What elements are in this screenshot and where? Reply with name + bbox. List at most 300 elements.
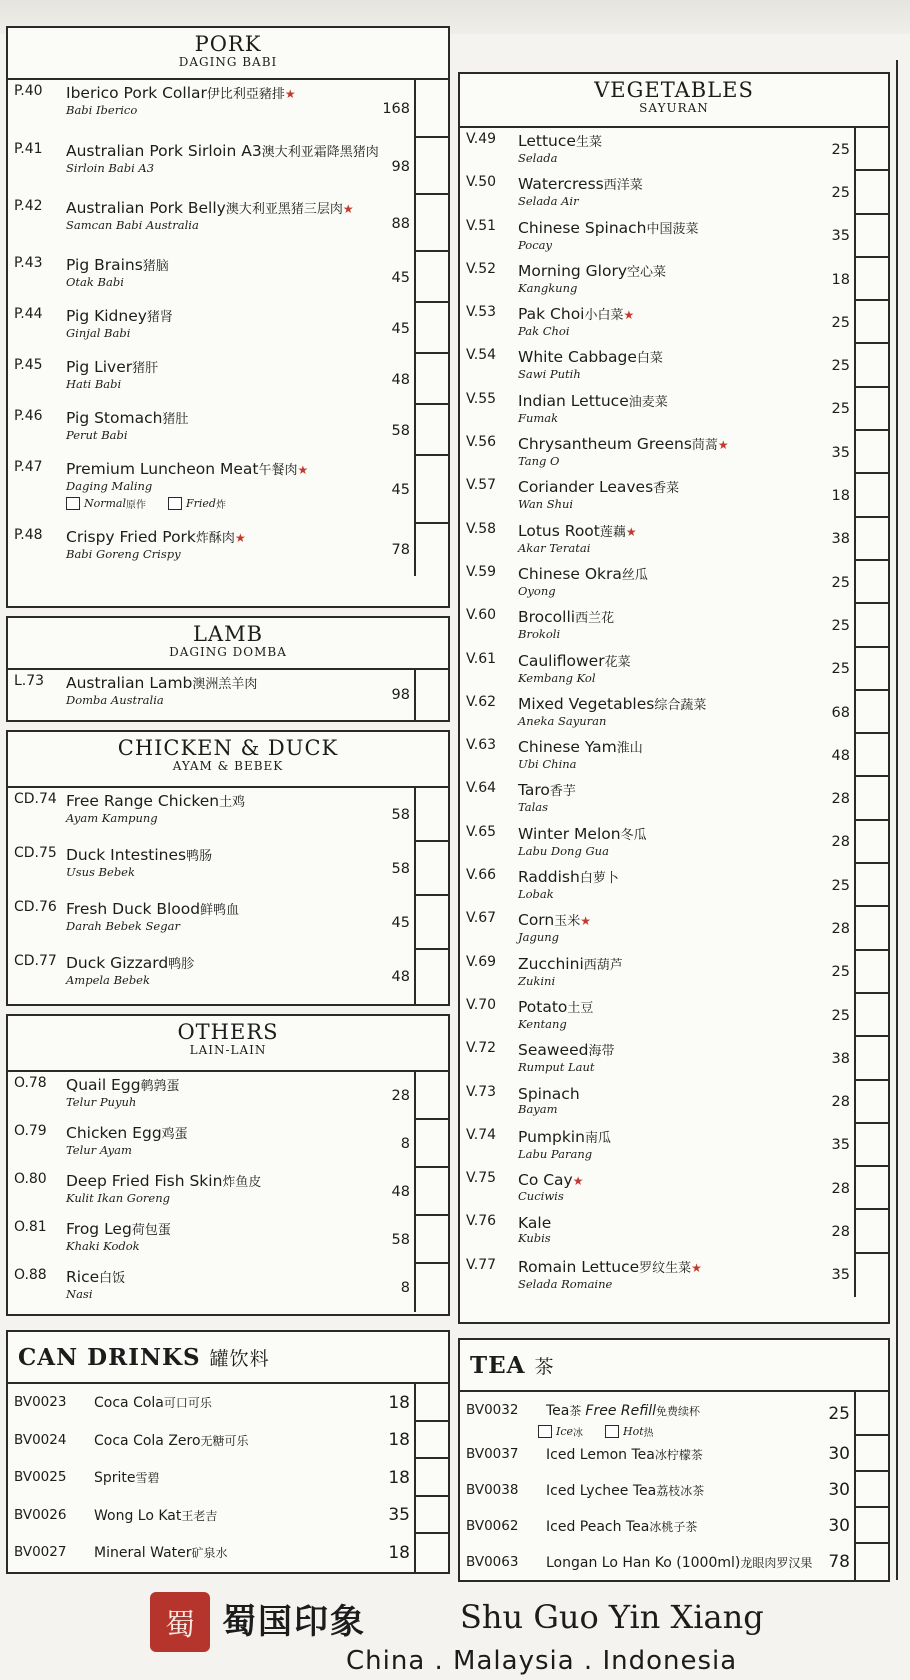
checkbox-normal[interactable]: [66, 497, 80, 510]
menu-row: [460, 215, 888, 258]
item-name-id: Darah Bebek Segar: [66, 919, 180, 933]
item-name: [518, 348, 820, 368]
order-quantity-box[interactable]: [414, 842, 448, 896]
item-name-zh: 香菜: [653, 481, 680, 497]
order-quantity-box[interactable]: [414, 303, 448, 354]
order-quantity-box[interactable]: [854, 1436, 888, 1472]
item-name-id: Perut Babi: [66, 428, 128, 442]
order-quantity-box[interactable]: [854, 431, 888, 474]
item-price: 18: [388, 1467, 410, 1488]
order-quantity-box[interactable]: [414, 138, 448, 195]
item-code: V.57: [466, 477, 497, 494]
section-subtitle: LAIN-LAIN: [189, 1043, 267, 1057]
item-code: V.73: [466, 1083, 497, 1100]
item-name-en: Rice: [66, 1268, 100, 1286]
item-name-zh: 鸡蛋: [161, 1127, 188, 1142]
item-name-zh: 荔枝冰茶: [656, 1484, 705, 1498]
item-name-en: Pak Choi: [518, 305, 585, 324]
section-header: [460, 1340, 888, 1392]
order-quantity-box[interactable]: [414, 670, 448, 720]
item-name-zh: 淮山: [616, 741, 643, 757]
menu-item: [8, 138, 380, 195]
item-name-en: Brocolli: [518, 608, 576, 627]
item-name: [518, 998, 820, 1018]
menu-row: [460, 258, 888, 301]
menu-item: [460, 691, 820, 734]
menu-row: [460, 604, 888, 647]
order-quantity-box[interactable]: [414, 950, 448, 1004]
item-name-zh: 中国菠菜: [646, 221, 699, 237]
menu-row: [8, 80, 448, 138]
order-quantity-box[interactable]: [414, 1497, 448, 1535]
item-price: 30: [828, 1516, 850, 1536]
item-price: 25: [831, 358, 850, 375]
item-name: [66, 1124, 380, 1144]
item-name-id: Usus Bebek: [66, 865, 135, 879]
item-name: [66, 256, 380, 276]
item-code: P.41: [14, 141, 43, 157]
menu-item: [460, 1081, 820, 1124]
menu-row: [460, 864, 888, 907]
footer-banner: [0, 1582, 910, 1680]
item-name-zh: 土鸡: [219, 795, 246, 810]
menu-row: [8, 524, 448, 576]
menu-row: [460, 907, 888, 950]
item-name-zh: 澳洲羔羊肉: [192, 677, 258, 692]
item-name-id: Pak Choi: [518, 324, 570, 339]
item-name: [518, 219, 820, 239]
order-quantity-box[interactable]: [414, 1120, 448, 1168]
menu-item: [460, 388, 820, 431]
section-header: [460, 74, 888, 128]
item-code: V.64: [466, 780, 497, 797]
order-quantity-box[interactable]: [854, 518, 888, 561]
menu-row: [8, 354, 448, 405]
order-quantity-box[interactable]: [414, 252, 448, 303]
item-name: [66, 84, 380, 104]
item-name-id: Kulit Ikan Goreng: [66, 1191, 170, 1205]
item-code: V.50: [466, 174, 497, 191]
item-name-en: Iced Lychee Tea: [546, 1483, 657, 1499]
item-name-id: Oyong: [518, 583, 556, 598]
item-name: [66, 1220, 380, 1240]
order-quantity-box[interactable]: [414, 896, 448, 950]
order-quantity-box[interactable]: [854, 691, 888, 734]
item-name-id: Kangkung: [518, 280, 578, 295]
item-name: [94, 1501, 374, 1525]
menu-row: [8, 1422, 448, 1460]
section-others: [6, 1014, 450, 1316]
menu-row: [460, 301, 888, 344]
section-subtitle: DAGING DOMBA: [169, 645, 287, 659]
order-quantity-box[interactable]: [854, 734, 888, 777]
item-name-zh: 冰桃子茶: [649, 1520, 698, 1534]
item-code: BV0026: [14, 1506, 67, 1523]
menu-item: [460, 518, 820, 561]
section-header: [8, 732, 448, 788]
order-quantity-box[interactable]: [854, 215, 888, 258]
order-quantity-box[interactable]: [854, 171, 888, 214]
section-title: [18, 1344, 270, 1371]
item-name-en: Tea: [546, 1403, 570, 1419]
star-icon: ★: [572, 1174, 584, 1189]
menu-row: [8, 1168, 448, 1216]
item-code: P.40: [14, 83, 43, 99]
order-quantity-box[interactable]: [854, 1167, 888, 1210]
order-quantity-box[interactable]: [854, 128, 888, 171]
item-name-en: Coca Cola: [94, 1395, 164, 1411]
section-title: VEGETABLES: [594, 78, 754, 102]
item-name: [518, 955, 820, 975]
menu-row: [8, 405, 448, 456]
item-name-en: Morning Glory: [518, 261, 628, 280]
item-name: [66, 460, 380, 480]
item-name-en: Fresh Duck Blood: [66, 900, 201, 918]
item-name: [518, 435, 820, 455]
item-name-id: Babi Goreng Crispy: [66, 547, 181, 561]
order-quantity-box[interactable]: [414, 788, 448, 842]
item-name-id: Nasi: [66, 1287, 93, 1301]
section-chicken-duck: [6, 730, 450, 1006]
item-name-id: Rumput Laut: [518, 1060, 595, 1075]
order-quantity-box[interactable]: [854, 1081, 888, 1124]
item-name: [518, 132, 820, 152]
item-price: 68: [831, 704, 850, 721]
order-quantity-box[interactable]: [854, 1508, 888, 1544]
item-price: 28: [831, 834, 850, 851]
order-quantity-box[interactable]: [854, 1210, 888, 1253]
item-code: V.65: [466, 823, 497, 840]
order-quantity-box[interactable]: [854, 344, 888, 387]
order-quantity-box[interactable]: [854, 258, 888, 301]
order-quantity-box[interactable]: [854, 1472, 888, 1508]
item-price: 35: [831, 1267, 850, 1284]
order-quantity-box[interactable]: [854, 388, 888, 431]
item-name-zh: 雪碧: [135, 1471, 160, 1485]
item-name-en: Iced Peach Tea: [546, 1519, 650, 1535]
section-subtitle: AYAM & BEBEK: [172, 759, 284, 773]
item-name-zh: 综合蔬菜: [654, 697, 707, 713]
item-name-id: Cuciwis: [518, 1189, 564, 1204]
order-quantity-box[interactable]: [414, 195, 448, 252]
item-name: [518, 781, 820, 801]
item-name: [518, 1171, 820, 1190]
item-name-en: Crispy Fried Pork: [66, 528, 196, 546]
item-price: 30: [828, 1480, 850, 1500]
item-name-id: Aneka Sayuran: [518, 713, 607, 728]
menu-item: [460, 1254, 820, 1297]
menu-item: [460, 1472, 814, 1508]
item-name-id: Jagung: [518, 930, 560, 945]
item-name: [66, 307, 380, 327]
item-price: 25: [831, 574, 850, 591]
menu-item: [8, 1422, 374, 1460]
item-name-zh: 生菜: [575, 135, 602, 150]
item-code: V.67: [466, 910, 497, 927]
item-name: [518, 1085, 820, 1103]
item-name: [518, 868, 820, 888]
item-name: [66, 409, 380, 429]
item-name-zh: 白饭: [99, 1271, 126, 1286]
item-price: 48: [391, 969, 410, 985]
item-name: [546, 1440, 814, 1464]
order-quantity-box[interactable]: [854, 951, 888, 994]
order-quantity-box[interactable]: [854, 907, 888, 950]
order-quantity-box[interactable]: [854, 1254, 888, 1297]
order-quantity-box[interactable]: [854, 864, 888, 907]
order-quantity-box[interactable]: [414, 1072, 448, 1120]
item-name-zh: 可口可乐: [163, 1396, 212, 1410]
item-code: V.75: [466, 1170, 497, 1187]
menu-row: [8, 950, 448, 1004]
menu-item: [460, 864, 820, 907]
order-quantity-box[interactable]: [414, 524, 448, 576]
item-name-en: Mixed Vegetables: [518, 694, 655, 713]
menu-row: [8, 456, 448, 524]
item-code: L.73: [14, 673, 45, 689]
item-name-zh: 鸭肠: [186, 849, 213, 864]
item-price: 58: [391, 1232, 410, 1248]
item-name-en: Lettuce: [518, 132, 576, 150]
item-price: 25: [831, 877, 850, 894]
item-name: [546, 1396, 814, 1421]
item-name-en: White Cabbage: [518, 348, 637, 367]
item-price: 25: [828, 1404, 850, 1424]
item-price: 168: [382, 101, 410, 117]
item-name-zh: 白萝卜: [579, 871, 619, 887]
item-name-en: Australian Pork Belly: [66, 199, 226, 217]
item-code: O.80: [14, 1171, 47, 1187]
item-name-en: Raddish: [518, 868, 580, 887]
star-icon: ★: [234, 531, 246, 545]
order-quantity-box[interactable]: [854, 474, 888, 517]
item-code: P.42: [14, 198, 43, 214]
order-quantity-box[interactable]: [854, 1392, 888, 1436]
menu-item: [460, 215, 820, 258]
item-code: V.69: [466, 953, 497, 970]
item-name: [518, 608, 820, 628]
menu-item: [8, 1534, 374, 1572]
item-name-zh: 猪肾: [146, 310, 173, 325]
menu-item: [460, 1167, 820, 1210]
option-fried[interactable]: [168, 496, 226, 511]
item-name: [546, 1476, 814, 1500]
preparation-options: [66, 495, 380, 514]
item-price: 25: [831, 661, 850, 678]
item-name-en: Pumpkin: [518, 1127, 585, 1146]
menu-item: [8, 788, 380, 842]
item-price: 18: [388, 1430, 410, 1451]
section-title: PORK: [194, 32, 262, 56]
section-pork: [6, 26, 450, 608]
item-name-zh: 西洋菜: [603, 178, 643, 194]
others-items: [8, 1072, 448, 1312]
item-name-id: Fumak: [518, 410, 559, 425]
item-price: 8: [400, 1280, 410, 1296]
item-name-id: Domba Australia: [66, 693, 164, 707]
item-name: [518, 1214, 820, 1232]
section-title: [470, 1352, 555, 1379]
order-quantity-box[interactable]: [854, 1544, 888, 1580]
brand-name-zh: 蜀国印象: [222, 1602, 366, 1642]
item-name-en: Sprite: [94, 1470, 136, 1486]
item-name-en: Spinach: [518, 1084, 580, 1103]
star-icon: ★: [580, 914, 592, 929]
item-name-id: Otak Babi: [66, 275, 124, 289]
item-name-id: Labu Dong Gua: [518, 843, 609, 858]
section-title: CHICKEN & DUCK: [117, 736, 339, 760]
item-code: P.47: [14, 459, 43, 475]
item-name-zh: 伊比利亞豬排: [206, 87, 285, 102]
menu-item: [8, 1072, 380, 1120]
item-price: 28: [831, 1094, 850, 1111]
item-code: BV0062: [466, 1518, 519, 1534]
menu-row: [460, 821, 888, 864]
order-quantity-box[interactable]: [414, 1264, 448, 1312]
item-name: [66, 674, 380, 694]
menu-row: [8, 195, 448, 252]
item-code: O.81: [14, 1219, 47, 1235]
menu-item: [460, 474, 820, 517]
item-name-en: Cauliflower: [518, 651, 605, 670]
menu-row: [460, 474, 888, 517]
menu-item: [460, 344, 820, 387]
item-code: O.78: [14, 1075, 47, 1091]
item-name-id: Hati Babi: [66, 377, 122, 391]
item-name-en: Frog Leg: [66, 1220, 132, 1238]
item-code: V.51: [466, 217, 497, 234]
order-quantity-box[interactable]: [854, 604, 888, 647]
menu-item: [460, 301, 820, 344]
item-name-en: Free Range Chicken: [66, 792, 220, 810]
item-code: BV0032: [466, 1402, 519, 1418]
order-quantity-box[interactable]: [854, 821, 888, 864]
menu-item: [460, 1392, 814, 1439]
order-quantity-box[interactable]: [854, 1124, 888, 1167]
item-name-zh: 猪脑: [142, 259, 169, 274]
item-name-en: Kale: [518, 1214, 552, 1233]
item-code: V.77: [466, 1256, 497, 1273]
item-name-zh: 茼蒿: [691, 438, 718, 454]
item-name: [66, 358, 380, 378]
menu-row: [460, 1210, 888, 1253]
item-price: 35: [831, 228, 850, 245]
item-name-zh: 丝瓜: [621, 567, 648, 583]
item-code: V.76: [466, 1213, 497, 1230]
order-quantity-box[interactable]: [854, 1037, 888, 1080]
option-label: Hot: [623, 1425, 644, 1438]
item-price: 25: [831, 314, 850, 331]
item-name-zh: 炸鱼皮: [222, 1175, 262, 1190]
item-price: 58: [391, 861, 410, 877]
order-quantity-box[interactable]: [854, 994, 888, 1037]
option-label-zh: 原作: [126, 500, 147, 511]
order-quantity-box[interactable]: [414, 354, 448, 405]
item-name-en: Iced Lemon Tea: [546, 1447, 655, 1463]
item-code: BV0038: [466, 1482, 519, 1498]
item-price: 98: [391, 687, 410, 703]
item-code: V.62: [466, 693, 497, 710]
item-price: 38: [831, 531, 850, 548]
item-price: 18: [831, 271, 850, 288]
item-name-id: Khaki Kodok: [66, 1239, 140, 1253]
item-name-id: Bayam: [518, 1101, 558, 1116]
item-name: [518, 1041, 820, 1061]
menu-row: [460, 128, 888, 171]
menu-item: [460, 1436, 814, 1472]
checkbox-fried[interactable]: [168, 497, 182, 510]
order-quantity-box[interactable]: [414, 1459, 448, 1497]
chicken-items: [8, 788, 448, 1004]
section-title-zh: 茶: [534, 1356, 555, 1378]
item-name: [94, 1426, 374, 1450]
order-quantity-box[interactable]: [854, 561, 888, 604]
item-name-id: Ubi China: [518, 757, 577, 772]
section-title: OTHERS: [177, 1020, 279, 1044]
option-normal[interactable]: [66, 496, 146, 511]
menu-item: [460, 1544, 814, 1580]
menu-row: [460, 951, 888, 994]
order-quantity-box[interactable]: [854, 648, 888, 691]
item-name-en: Pig Liver: [66, 358, 133, 376]
order-quantity-box[interactable]: [414, 405, 448, 456]
order-quantity-box[interactable]: [414, 1422, 448, 1460]
item-name-en: Deep Fried Fish Skin: [66, 1172, 223, 1190]
item-price: 58: [391, 422, 410, 439]
menu-item: [460, 171, 820, 214]
item-code: V.49: [466, 131, 497, 147]
menu-item: [8, 405, 380, 456]
item-price: 45: [391, 320, 410, 337]
menu-row: [460, 344, 888, 387]
item-name: [518, 911, 820, 931]
order-quantity-box[interactable]: [414, 1384, 448, 1422]
item-name-en: Co Cay: [518, 1171, 573, 1190]
menu-row: [460, 431, 888, 474]
item-name-id: Ginjal Babi: [66, 326, 131, 340]
item-code: BV0037: [466, 1446, 519, 1462]
order-quantity-box[interactable]: [854, 301, 888, 344]
item-name-zh: 白菜: [636, 351, 663, 367]
item-price: 25: [831, 184, 850, 201]
item-name-zh: 玉米: [554, 914, 581, 930]
pork-items: [8, 80, 448, 576]
menu-row: [8, 303, 448, 354]
order-quantity-box[interactable]: [414, 1168, 448, 1216]
section-subtitle: DAGING BABI: [178, 55, 278, 69]
item-price: 28: [831, 791, 850, 808]
order-quantity-box[interactable]: [414, 1216, 448, 1264]
menu-row: [460, 1544, 888, 1580]
menu-item: [8, 195, 380, 252]
menu-row: [8, 1497, 448, 1535]
star-icon: ★: [284, 87, 296, 101]
menu-row: [460, 777, 888, 820]
item-name-id: Sawi Putih: [518, 367, 581, 382]
menu-row: [8, 842, 448, 896]
item-name-en: Longan Lo Han Ko (1000ml): [546, 1555, 741, 1571]
order-quantity-box[interactable]: [414, 456, 448, 524]
item-price: 28: [391, 1088, 410, 1104]
order-quantity-box[interactable]: [414, 1534, 448, 1572]
brand-seal-logo: 蜀: [150, 1592, 210, 1652]
star-icon: ★: [717, 438, 729, 453]
order-quantity-box[interactable]: [854, 777, 888, 820]
menu-item: [460, 648, 820, 691]
menu-item: [8, 1120, 380, 1168]
item-name-zh: 龙眼肉罗汉果: [740, 1556, 813, 1570]
order-quantity-box[interactable]: [414, 80, 448, 138]
